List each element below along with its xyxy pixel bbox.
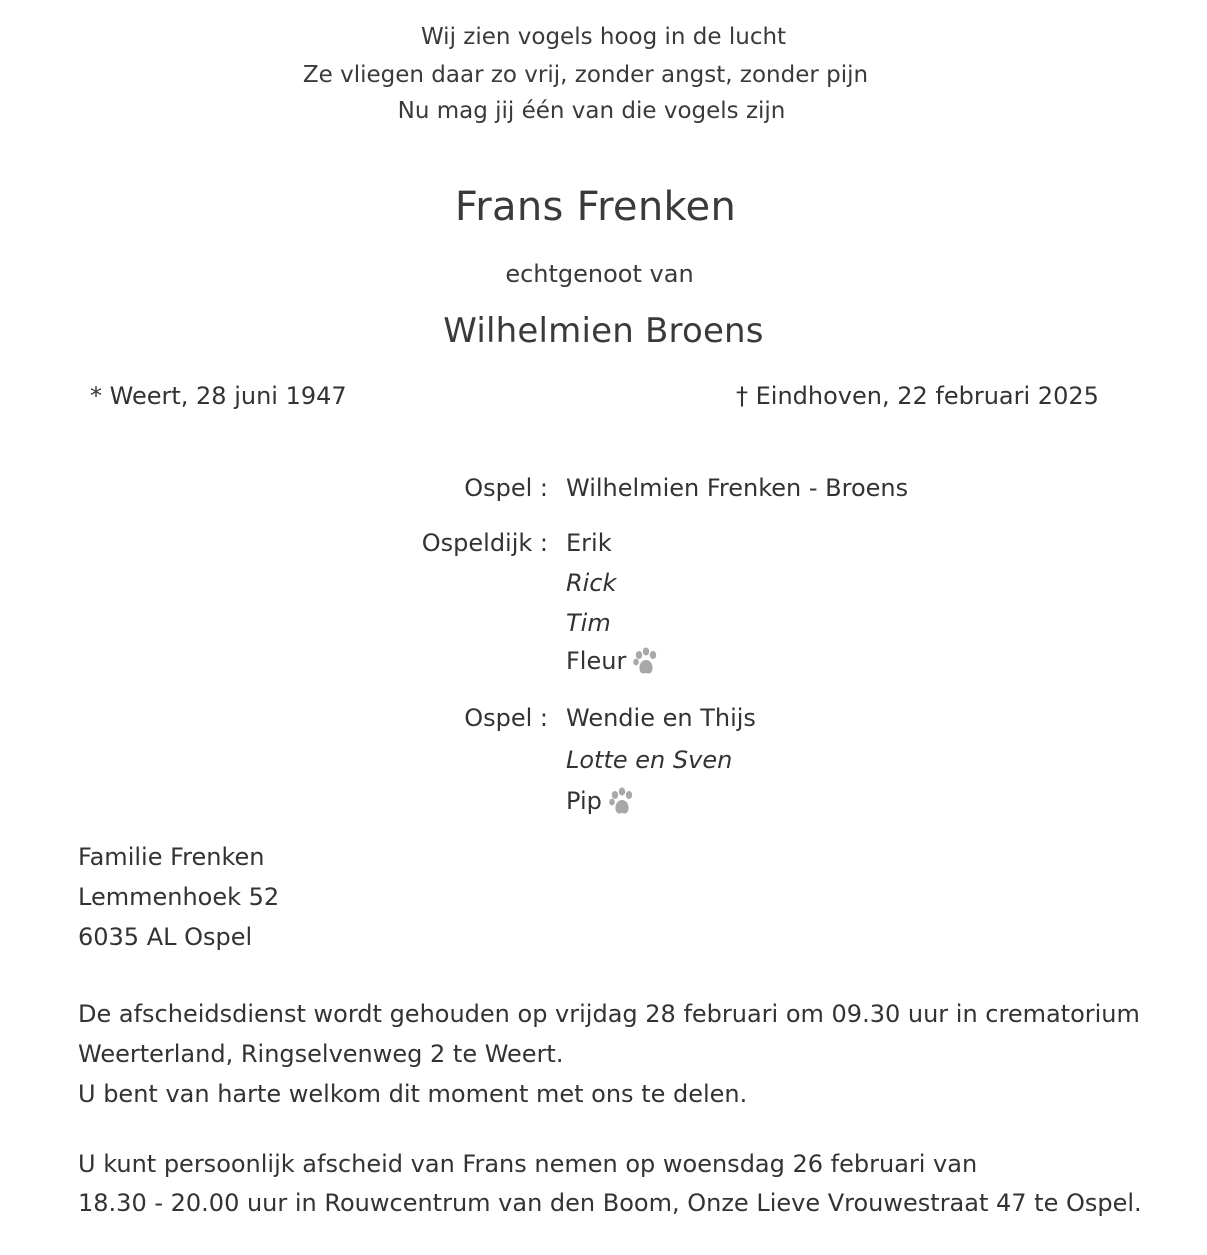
family-member: Erik [566,529,612,557]
family-member: Wilhelmien Frenken - Broens [566,474,909,502]
family-member-name: Fleur [566,647,627,675]
service-line-2: Weerterland, Ringselvenweg 2 te Weert. [78,1040,564,1068]
death-info: † Eindhoven, 22 februari 2025 [736,382,1099,410]
family-member: Wendie en Thijs [566,704,756,732]
relation-text: echtgenoot van [505,260,694,288]
paw-print-icon [632,646,660,678]
poem-line-2: Ze vliegen daar zo vrij, zonder angst, zonder pijn [302,62,869,88]
family-member-with-pet [566,786,636,818]
family-member: Tim [566,609,611,637]
family-member-with-pet [566,646,660,678]
address-line-1: Familie Frenken [78,843,265,871]
address-line-3: 6035 AL Ospel [78,923,253,951]
service-line-1: De afscheidsdienst wordt gehouden op vrijdag 28 februari om 09.30 uur in crematorium [78,1000,1140,1028]
service-line-3: U bent van harte welkom dit moment met ons te delen. [78,1080,748,1108]
paw-print-icon [608,786,636,818]
address-line-2: Lemmenhoek 52 [78,883,280,911]
family-place-3: Ospel : [464,704,548,732]
birth-info: * Weert, 28 juni 1947 [90,382,347,410]
family-member-name: Pip [566,787,602,815]
viewing-line-1: U kunt persoonlijk afscheid van Frans nemen op woensdag 26 februari van [78,1150,978,1178]
family-place-2: Ospeldijk : [421,529,548,557]
deceased-name: Frans Frenken [454,184,737,230]
family-member: Lotte en Sven [566,746,733,774]
family-member: Rick [566,569,617,597]
family-place-1: Ospel : [464,474,548,502]
viewing-line-2: 18.30 - 20.00 uur in Rouwcentrum van den Boom, Onze Lieve Vrouwestraat 47 te Ospel. [78,1189,1142,1217]
poem-line-3: Nu mag jij één van die vogels zijn [397,98,786,124]
poem-line-1: Wij zien vogels hoog in de lucht [420,24,787,50]
partner-name: Wilhelmien Broens [443,311,764,351]
